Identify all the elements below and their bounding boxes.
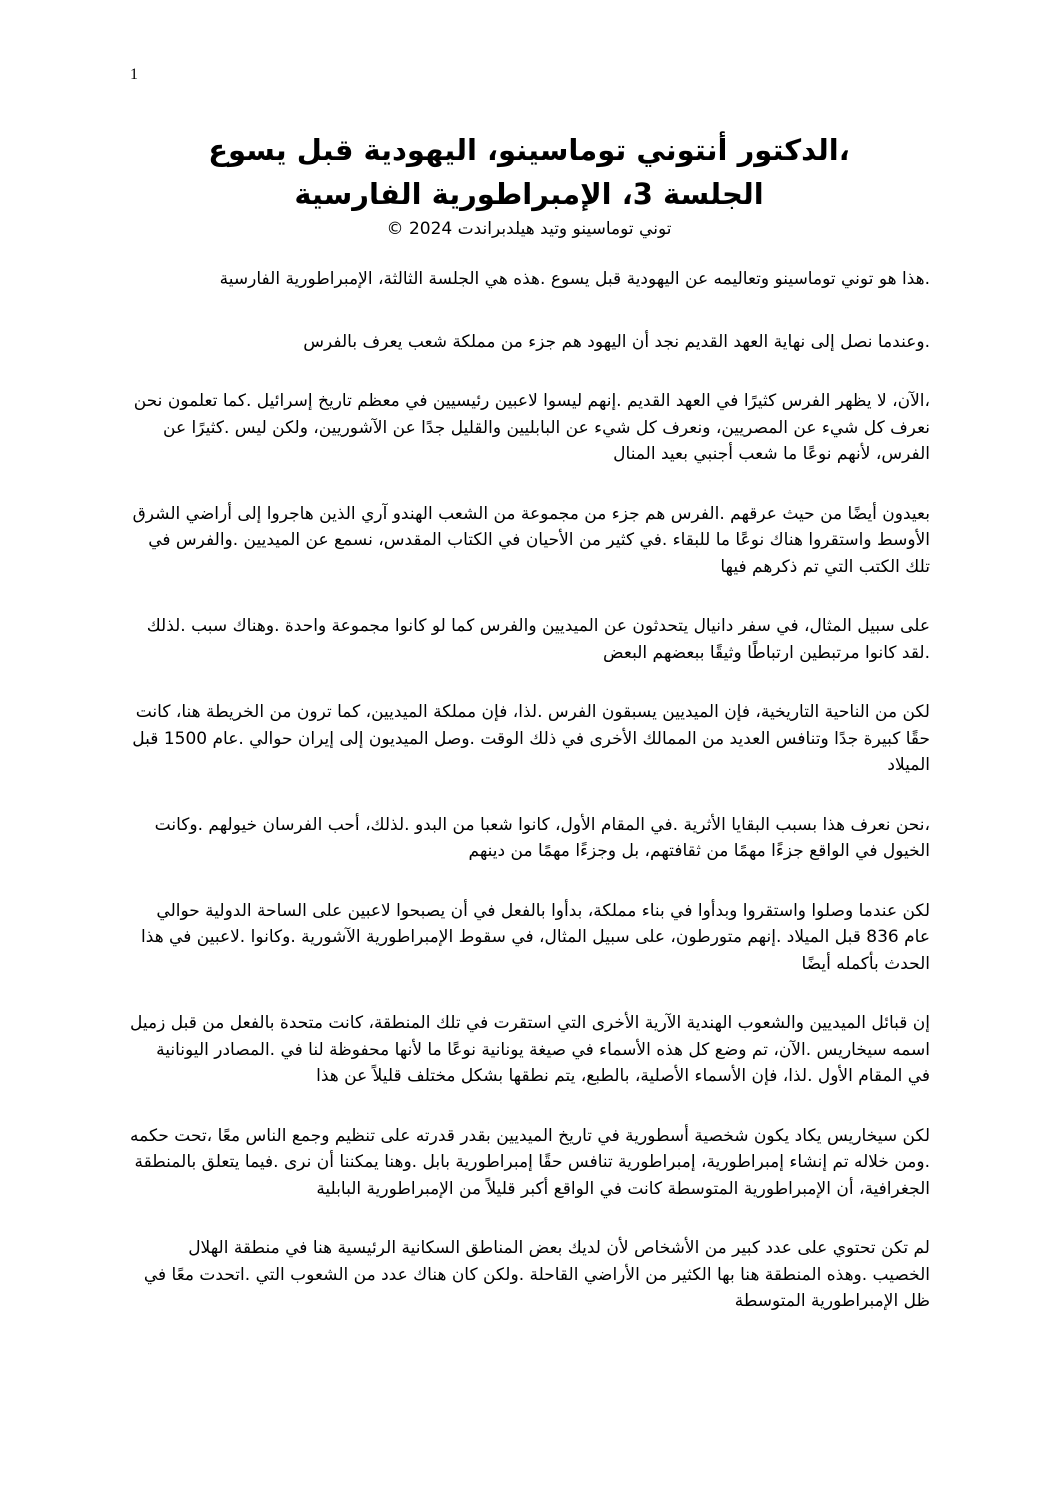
document-title-line-1: ،الدكتور أنتوني توماسينو، اليهودية قبل يسوع (208, 133, 850, 167)
paragraph: على سبيل المثال، في سفر دانيال يتحدثون عن الميديين والفرس كما لو كانوا مجموعة واحدة .وهناك سبب .لذلك .لقد كانوا مرتبطين ارتباطًا وثيقًا ببعضهم البعض (146, 616, 930, 663)
paragraph: .وعندما نصل إلى نهاية العهد القديم نجد أن اليهود هم جزء من مملكة شعب يعرف بالفرس (303, 331, 930, 352)
paragraph: ،الآن، لا يظهر الفرس كثيرًا في العهد القديم .إنهم ليسوا لاعبين رئيسيين في معظم تاريخ إسرائيل .كما تعلمون نحن نعرف كل شيء عن المصريين، ونعرف كل شيء عن البابليين والقليل جدًا عن الآشوريين، ولكن ليس .كثيرًا عن الفرس، لأنهم نوعًا ما شعب أجنبي بعيد المنال (133, 391, 930, 464)
paragraph: بعيدون أيضًا من حيث عرقهم .الفرس هم جزء من مجموعة من الشعب الهندو آري الذين هاجروا إلى أراضي الشرق الأوسط واستقروا هناك نوعًا ما للبقاء .في كثير من الأحيان في الكتاب المقدس، نسمع عن الميديين .والفرس في تلك الكتب التي تم ذكرهم فيها (132, 503, 930, 577)
paragraph: ،نحن نعرف هذا بسبب البقايا الأثرية .في المقام الأول، كانوا شعبا من البدو .لذلك، أحب الفرسان خيولهم .وكانت الخيول في الواقع جزءًا مهمًا من ثقافتهم، بل وجزءًا مهمًا من دينهم (154, 814, 930, 861)
page-number: 1 (130, 66, 138, 83)
document-body (130, 266, 930, 1348)
paragraph: لكن عندما وصلوا واستقروا وبدأوا في بناء مملكة، بدأوا بالفعل في أن يصبحوا لاعبين على الساحة الدولية حوالي عام 836 قبل الميلاد .إنهم متورطون، على سبيل المثال، في سقوط الإمبراطورية الآشورية .وكانوا .لاعبين في هذا الحدث بأكمله أيضًا (141, 900, 930, 974)
paragraph: إن قبائل الميديين والشعوب الهندية الآرية الأخرى التي استقرت في تلك المنطقة، كانت متحدة بالفعل من قبل زميل اسمه سيخاريس .الآن، تم وضع كل هذه الأسماء في صيغة يونانية نوعًا ما لأنها محفوظة لنا في .المصادر اليونانية في المقام الأول .لذا، فإن الأسماء الأصلية، بالطبع، يتم نطقها بشكل مختلف قليلاً عن هذا (130, 1013, 930, 1086)
paragraph: لكن من الناحية التاريخية، فإن الميديين يسبقون الفرس .لذا، فإن مملكة الميديين، كما ترون من الخريطة هنا، كانت حقًا كبيرة جدًا وتنافس العديد من الممالك الأخرى في ذلك الوقت .وصل الميديون إلى إيران حوالي .عام 1500 قبل الميلاد (132, 702, 930, 775)
document-header (100, 128, 958, 242)
paragraph: لم تكن تحتوي على عدد كبير من الأشخاص لأن لديك بعض المناطق السكانية الرئيسية هنا في منطقة الهلال الخصيب .وهذه المنطقة هنا بها الكثير من الأراضي القاحلة .ولكن كان هناك عدد من الشعوب التي .اتحدت معًا في ظل الإمبراطورية المتوسطة (143, 1238, 930, 1311)
paragraph: .هذا هو توني توماسينو وتعاليمه عن اليهودية قبل يسوع .هذه هي الجلسة الثالثة، الإمبراطورية الفارسية (219, 269, 930, 289)
copyright-line: توني توماسينو وتيد هيلدبراندت 2024 © (386, 219, 672, 239)
paragraph: لكن سيخاريس يكاد يكون شخصية أسطورية في تاريخ الميديين بقدر قدرته على تنظيم وجمع الناس معًا ،تحت حكمه .ومن خلاله تم إنشاء إمبراطورية، إمبراطورية تنافس حقًا إمبراطورية بابل .وهنا يمكننا أن نرى .فيما يتعلق بالمنطقة الجغرافية، أن الإمبراطورية المتوسطة كانت في الواقع أكبر قليلاً من الإمبراطورية البابلية (130, 1125, 930, 1199)
document-title-line-2: الجلسة 3، الإمبراطورية الفارسية (294, 177, 764, 211)
